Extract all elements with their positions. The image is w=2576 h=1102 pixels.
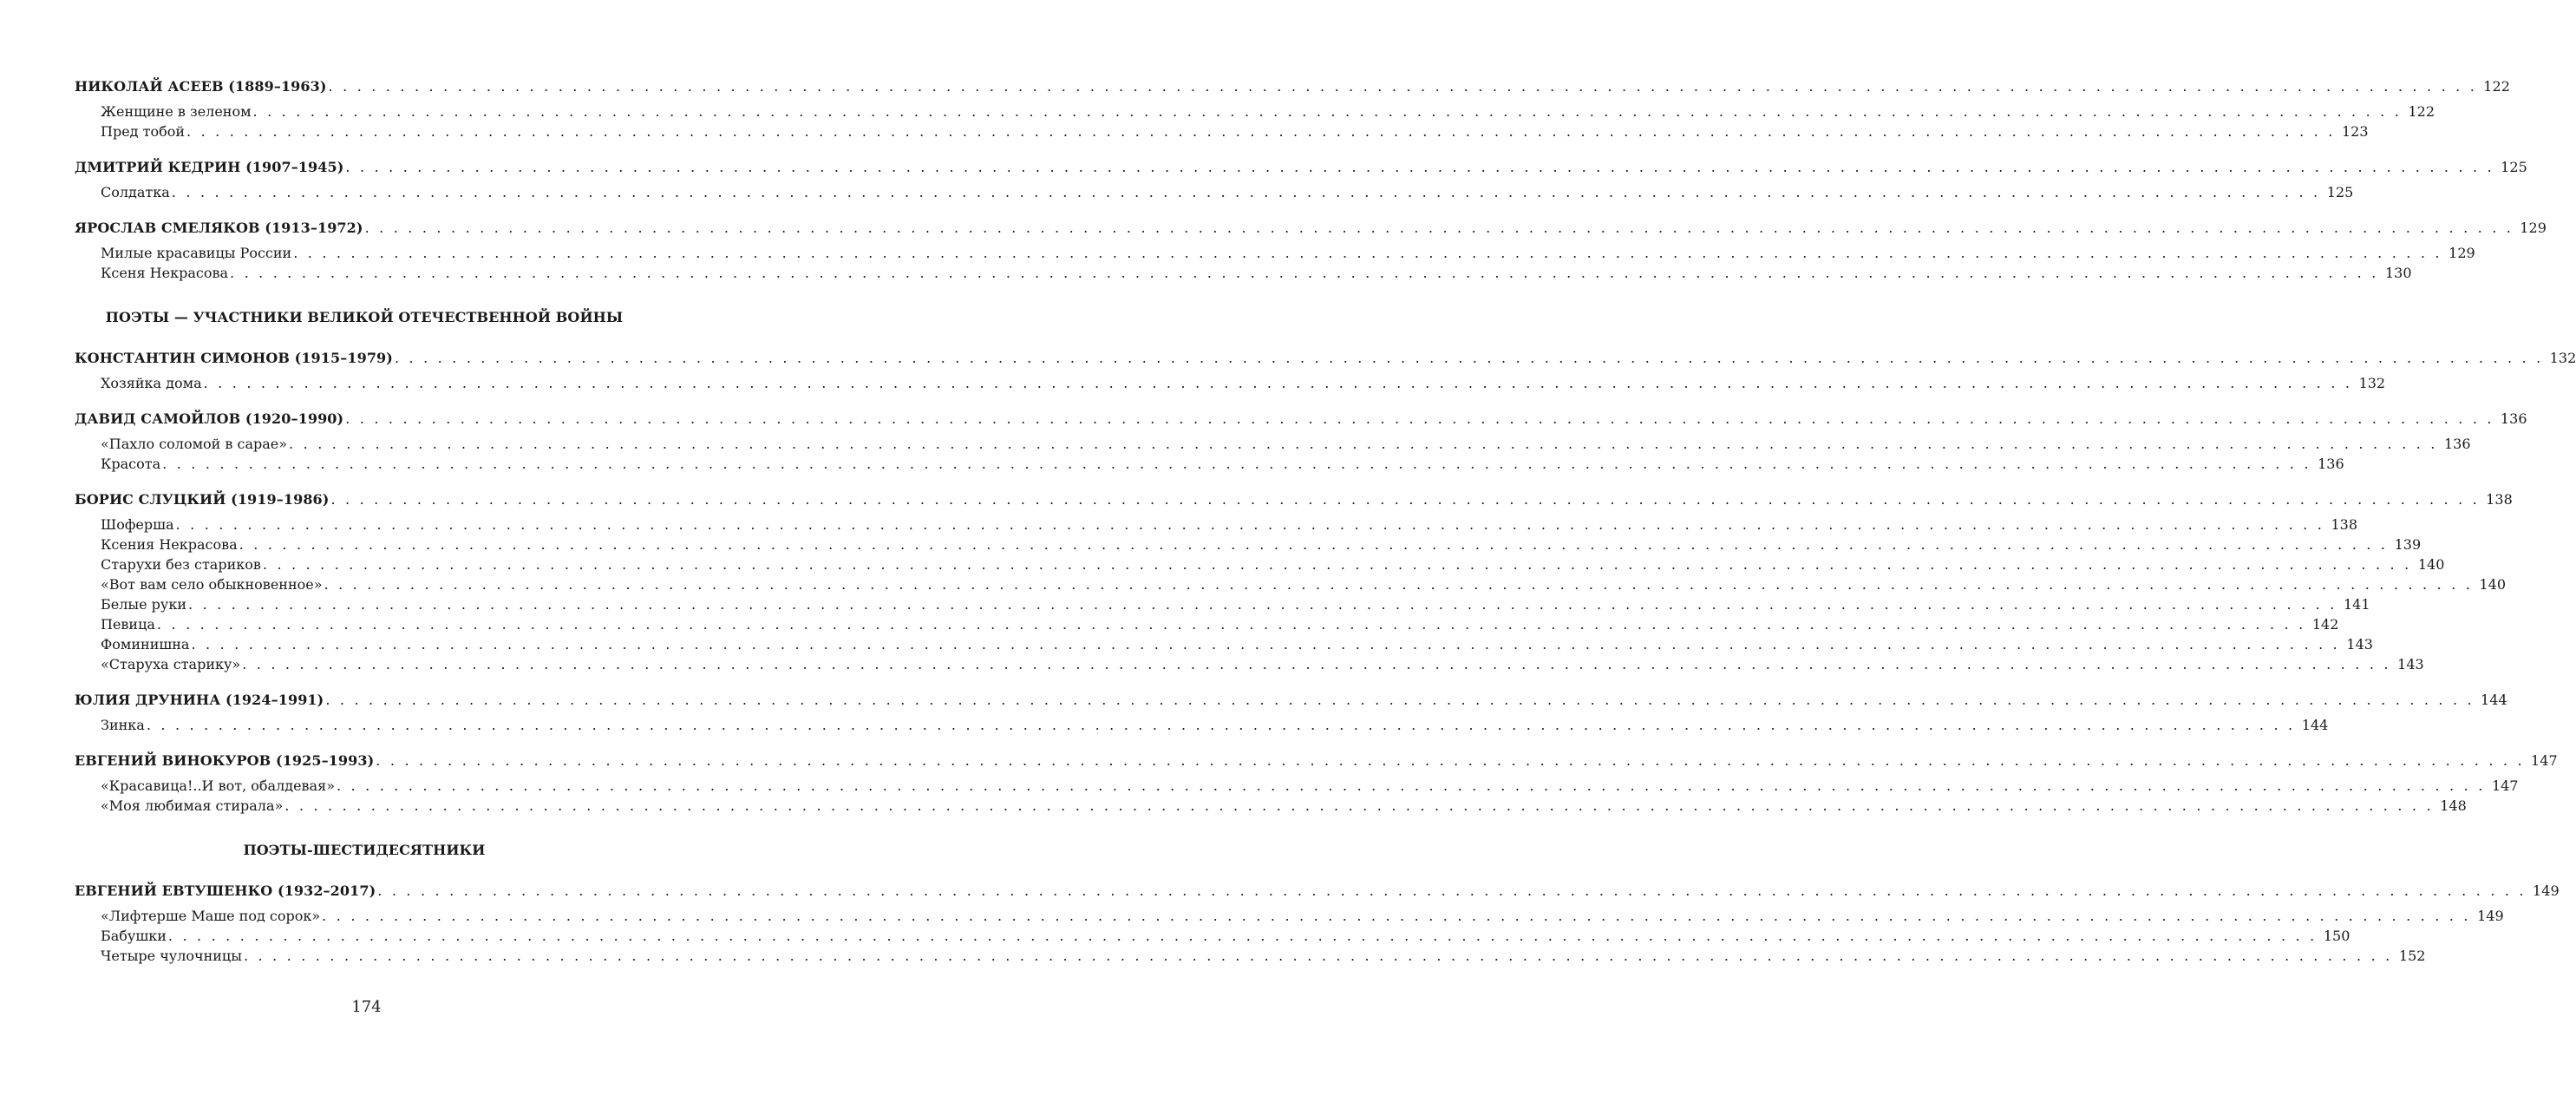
work-entry [75,715,2329,735]
work-entry [75,102,2435,121]
work-title: «Моя любимая стирала» [101,797,284,814]
entry-page-number: 149 [2477,908,2504,924]
work-entry [75,574,2506,594]
leader-dots: . . . . . . . . . . . . . . . . . . . . . . . . . . . . . . . . . . . . . . . . . . . . . . . . . . . . . . . . . . . . . . . . . . . . . . . . . . . . . . . . . . . . . . . . . . . . . . . . . . . . . . . . . . . . . . . . . . . . . . . . . . . . . . . . . . . . . . . . . . . . . . . . . . . . . . [377,882,2527,899]
entry-page-number: 143 [2397,656,2424,672]
entry-page-number: 129 [2520,220,2547,236]
work-title: Певица [101,616,155,633]
entry-page-number: 136 [2500,410,2527,427]
work-entry [75,121,2369,141]
author-entry [75,218,2547,238]
entry-page-number: 142 [2311,616,2339,633]
leader-dots: . . . . . . . . . . . . . . . . . . . . . . . . . . . . . . . . . . . . . . . . . . . . . . . . . . . . . . . . . . . . . . . . . . . . . . . . . . . . . . . . . . . . . . . . . . . . . . . . . . . . . . . . . . . . . . . . . . . . . . . . . . . . . . . . . . . . . . . . . . . . . . . . . . . . . . [243,948,2393,964]
leader-dots: . . . . . . . . . . . . . . . . . . . . . . . . . . . . . . . . . . . . . . . . . . . . . . . . . . . . . . . . . . . . . . . . . . . . . . . . . . . . . . . . . . . . . . . . . . . . . . . . . . . . . . . . . . . . . . . . . . . . . . . . . . . . . . . . . . . . . . . . . . . . . . . . . . . . . . [146,717,2296,733]
leader-dots: . . . . . . . . . . . . . . . . . . . . . . . . . . . . . . . . . . . . . . . . . . . . . . . . . . . . . . . . . . . . . . . . . . . . . . . . . . . . . . . . . . . . . . . . . . . . . . . . . . . . . . . . . . . . . . . . . . . . . . . . . . . . . . . . . . . . . . . . . . . . . . . . . . . . . . [394,350,2544,366]
entry-page-number: 140 [2417,556,2445,573]
entry-page-number: 130 [2384,265,2412,281]
author-name: ЮЛИЯ ДРУНИНА (1924–1991) [75,692,324,708]
work-entry [75,634,2373,654]
entry-page-number: 147 [2491,777,2519,794]
work-entry [75,594,2370,614]
work-entry [75,614,2339,634]
work-title: «Вот вам село обыкновенное» [101,576,323,593]
entry-page-number: 136 [2318,456,2344,472]
work-entry [75,654,2424,674]
work-entry [75,926,2350,946]
leader-dots: . . . . . . . . . . . . . . . . . . . . . . . . . . . . . . . . . . . . . . . . . . . . . . . . . . . . . . . . . . . . . . . . . . . . . . . . . . . . . . . . . . . . . . . . . . . . . . . . . . . . . . . . . . . . . . . . . . . . . . . . . . . . . . . . . . . . . . . . . . . . . . . . . . . . . . [186,123,2336,140]
work-title: Старухи без стариков [101,556,261,573]
work-title: Ксения Некрасова [101,536,238,553]
work-title: «Лифтерше Маше под сорок» [101,908,321,924]
author-entry [75,751,2558,771]
work-title: Женщине в зеленом [101,103,252,120]
entry-page-number: 143 [2346,636,2373,653]
author-entry [75,690,2507,710]
author-name: ЕВГЕНИЙ ЕВТУШЕНКО (1932–2017) [75,882,376,899]
author-entry [75,76,2511,96]
leader-dots: . . . . . . . . . . . . . . . . . . . . . . . . . . . . . . . . . . . . . . . . . . . . . . . . . . . . . . . . . . . . . . . . . . . . . . . . . . . . . . . . . . . . . . . . . . . . . . . . . . . . . . . . . . . . . . . . . . . . . . . . . . . . . . . . . . . . . . . . . . . . . . . . . . . . . . [345,159,2494,175]
work-entry [75,373,2386,393]
entry-page-number: 138 [2331,516,2358,533]
entry-page-number: 144 [2481,692,2507,708]
leader-dots: . . . . . . . . . . . . . . . . . . . . . . . . . . . . . . . . . . . . . . . . . . . . . . . . . . . . . . . . . . . . . . . . . . . . . . . . . . . . . . . . . . . . . . . . . . . . . . . . . . . . . . . . . . . . . . . . . . . . . . . . . . . . . . . . . . . . . . . . . . . . . . . . . . . . . . [376,752,2525,769]
entry-page-number: 136 [2444,436,2471,452]
work-entry [75,906,2504,926]
leader-dots: . . . . . . . . . . . . . . . . . . . . . . . . . . . . . . . . . . . . . . . . . . . . . . . . . . . . . . . . . . . . . . . . . . . . . . . . . . . . . . . . . . . . . . . . . . . . . . . . . . . . . . . . . . . . . . . . . . . . . . . . . . . . . . . . . . . . . . . . . . . . . . . . . . . . . . [162,456,2311,472]
author-name: КОНСТАНТИН СИМОНОВ (1915–1979) [75,350,393,366]
leader-dots: . . . . . . . . . . . . . . . . . . . . . . . . . . . . . . . . . . . . . . . . . . . . . . . . . . . . . . . . . . . . . . . . . . . . . . . . . . . . . . . . . . . . . . . . . . . . . . . . . . . . . . . . . . . . . . . . . . . . . . . . . . . . . . . . . . . . . . . . . . . . . . . . . . . . . . [330,491,2480,508]
leader-dots: . . . . . . . . . . . . . . . . . . . . . . . . . . . . . . . . . . . . . . . . . . . . . . . . . . . . . . . . . . . . . . . . . . . . . . . . . . . . . . . . . . . . . . . . . . . . . . . . . . . . . . . . . . . . . . . . . . . . . . . . . . . . . . . . . . . . . . . . . . . . . . . . . . . . . . [175,516,2325,533]
work-entry [75,535,2422,554]
work-title: Милые красавицы России [101,245,292,261]
leader-dots: . . . . . . . . . . . . . . . . . . . . . . . . . . . . . . . . . . . . . . . . . . . . . . . . . . . . . . . . . . . . . . . . . . . . . . . . . . . . . . . . . . . . . . . . . . . . . . . . . . . . . . . . . . . . . . . . . . . . . . . . . . . . . . . . . . . . . . . . . . . . . . . . . . . . . . [336,777,2486,794]
section-heading: ПОЭТЫ-ШЕСТИДЕСЯТНИКИ [243,842,486,858]
leader-dots: . . . . . . . . . . . . . . . . . . . . . . . . . . . . . . . . . . . . . . . . . . . . . . . . . . . . . . . . . . . . . . . . . . . . . . . . . . . . . . . . . . . . . . . . . . . . . . . . . . . . . . . . . . . . . . . . . . . . . . . . . . . . . . . . . . . . . . . . . . . . . . . . . . . . . . [252,103,2403,120]
entry-page-number: 129 [2449,245,2475,261]
author-name: НИКОЛАЙ АСЕЕВ (1889–1963) [75,78,327,95]
work-entry [75,515,2358,535]
leader-dots: . . . . . . . . . . . . . . . . . . . . . . . . . . . . . . . . . . . . . . . . . . . . . . . . . . . . . . . . . . . . . . . . . . . . . . . . . . . . . . . . . . . . . . . . . . . . . . . . . . . . . . . . . . . . . . . . . . . . . . . . . . . . . . . . . . . . . . . . . . . . . . . . . . . . . . [242,656,2391,672]
section-heading: ПОЭТЫ — УЧАСТНИКИ ВЕЛИКОЙ ОТЕЧЕСТВЕННОЙ ВОЙНЫ [105,309,624,325]
work-title: Зинка [101,717,145,733]
work-title: Шоферша [101,516,174,533]
author-name: ЕВГЕНИЙ ВИНОКУРОВ (1925–1993) [75,752,375,769]
author-name: БОРИС СЛУЦКИЙ (1919–1986) [75,491,330,508]
leader-dots: . . . . . . . . . . . . . . . . . . . . . . . . . . . . . . . . . . . . . . . . . . . . . . . . . . . . . . . . . . . . . . . . . . . . . . . . . . . . . . . . . . . . . . . . . . . . . . . . . . . . . . . . . . . . . . . . . . . . . . . . . . . . . . . . . . . . . . . . . . . . . . . . . . . . . . [167,928,2318,944]
work-title: Четыре чулочницы [101,948,242,964]
work-entry [75,263,2412,283]
leader-dots: . . . . . . . . . . . . . . . . . . . . . . . . . . . . . . . . . . . . . . . . . . . . . . . . . . . . . . . . . . . . . . . . . . . . . . . . . . . . . . . . . . . . . . . . . . . . . . . . . . . . . . . . . . . . . . . . . . . . . . . . . . . . . . . . . . . . . . . . . . . . . . . . . . . . . . [262,556,2412,573]
work-title: Хозяйка дома [101,375,202,391]
work-entry [75,796,2467,816]
author-name: ДМИТРИЙ КЕДРИН (1907–1945) [75,159,344,175]
entry-page-number: 150 [2323,928,2350,944]
author-entry [75,881,2560,901]
leader-dots: . . . . . . . . . . . . . . . . . . . . . . . . . . . . . . . . . . . . . . . . . . . . . . . . . . . . . . . . . . . . . . . . . . . . . . . . . . . . . . . . . . . . . . . . . . . . . . . . . . . . . . . . . . . . . . . . . . . . . . . . . . . . . . . . . . . . . . . . . . . . . . . . . . . . . . [345,410,2494,427]
entry-page-number: 138 [2486,491,2513,508]
work-title: Ксеня Некрасова [101,265,228,281]
author-entry [75,409,2527,429]
leader-dots: . . . . . . . . . . . . . . . . . . . . . . . . . . . . . . . . . . . . . . . . . . . . . . . . . . . . . . . . . . . . . . . . . . . . . . . . . . . . . . . . . . . . . . . . . . . . . . . . . . . . . . . . . . . . . . . . . . . . . . . . . . . . . . . . . . . . . . . . . . . . . . . . . . . . . . [328,78,2478,95]
work-title: Бабушки [101,928,167,944]
author-entry [75,489,2513,509]
author-entry [75,348,2576,368]
entry-page-number: 132 [2549,350,2576,366]
entry-page-number: 125 [2501,159,2527,175]
entry-page-number: 122 [2483,78,2511,95]
leader-dots: . . . . . . . . . . . . . . . . . . . . . . . . . . . . . . . . . . . . . . . . . . . . . . . . . . . . . . . . . . . . . . . . . . . . . . . . . . . . . . . . . . . . . . . . . . . . . . . . . . . . . . . . . . . . . . . . . . . . . . . . . . . . . . . . . . . . . . . . . . . . . . . . . . . . . . [191,636,2340,653]
work-title: «Пахло соломой в сарае» [101,436,288,452]
work-entry [75,434,2471,454]
author-entry [75,157,2527,177]
entry-page-number: 148 [2440,797,2467,814]
leader-dots: . . . . . . . . . . . . . . . . . . . . . . . . . . . . . . . . . . . . . . . . . . . . . . . . . . . . . . . . . . . . . . . . . . . . . . . . . . . . . . . . . . . . . . . . . . . . . . . . . . . . . . . . . . . . . . . . . . . . . . . . . . . . . . . . . . . . . . . . . . . . . . . . . . . . . . [230,265,2379,281]
work-title: «Старуха старику» [101,656,241,672]
author-name: ЯРОСЛАВ СМЕЛЯКОВ (1913–1972) [75,220,363,236]
leader-dots: . . . . . . . . . . . . . . . . . . . . . . . . . . . . . . . . . . . . . . . . . . . . . . . . . . . . . . . . . . . . . . . . . . . . . . . . . . . . . . . . . . . . . . . . . . . . . . . . . . . . . . . . . . . . . . . . . . . . . . . . . . . . . . . . . . . . . . . . . . . . . . . . . . . . . . [289,436,2438,452]
work-title: «Красавица!..И вот, обалдевая» [101,777,335,794]
work-entry [75,454,2344,474]
leader-dots: . . . . . . . . . . . . . . . . . . . . . . . . . . . . . . . . . . . . . . . . . . . . . . . . . . . . . . . . . . . . . . . . . . . . . . . . . . . . . . . . . . . . . . . . . . . . . . . . . . . . . . . . . . . . . . . . . . . . . . . . . . . . . . . . . . . . . . . . . . . . . . . . . . . . . . [239,536,2389,553]
work-entry [75,554,2445,574]
entry-page-number: 123 [2341,123,2369,140]
author-name: ДАВИД САМОЙЛОВ (1920–1990) [75,410,344,427]
table-of-contents [75,76,2576,966]
leader-dots: . . . . . . . . . . . . . . . . . . . . . . . . . . . . . . . . . . . . . . . . . . . . . . . . . . . . . . . . . . . . . . . . . . . . . . . . . . . . . . . . . . . . . . . . . . . . . . . . . . . . . . . . . . . . . . . . . . . . . . . . . . . . . . . . . . . . . . . . . . . . . . . . . . . . . . [203,375,2353,391]
work-entry [75,946,2426,966]
leader-dots: . . . . . . . . . . . . . . . . . . . . . . . . . . . . . . . . . . . . . . . . . . . . . . . . . . . . . . . . . . . . . . . . . . . . . . . . . . . . . . . . . . . . . . . . . . . . . . . . . . . . . . . . . . . . . . . . . . . . . . . . . . . . . . . . . . . . . . . . . . . . . . . . . . . . . . [293,245,2442,261]
leader-dots: . . . . . . . . . . . . . . . . . . . . . . . . . . . . . . . . . . . . . . . . . . . . . . . . . . . . . . . . . . . . . . . . . . . . . . . . . . . . . . . . . . . . . . . . . . . . . . . . . . . . . . . . . . . . . . . . . . . . . . . . . . . . . . . . . . . . . . . . . . . . . . . . . . . . . . [364,220,2514,236]
work-entry [75,243,2475,263]
entry-page-number: 152 [2398,948,2426,964]
page-number: 174 [351,998,382,1016]
work-entry [75,182,2354,202]
entry-page-number: 140 [2479,576,2506,593]
leader-dots: . . . . . . . . . . . . . . . . . . . . . . . . . . . . . . . . . . . . . . . . . . . . . . . . . . . . . . . . . . . . . . . . . . . . . . . . . . . . . . . . . . . . . . . . . . . . . . . . . . . . . . . . . . . . . . . . . . . . . . . . . . . . . . . . . . . . . . . . . . . . . . . . . . . . . . [324,576,2473,593]
entry-page-number: 125 [2326,184,2354,200]
entry-page-number: 149 [2532,882,2560,899]
entry-page-number: 122 [2408,103,2435,120]
entry-page-number: 141 [2343,596,2370,613]
leader-dots: . . . . . . . . . . . . . . . . . . . . . . . . . . . . . . . . . . . . . . . . . . . . . . . . . . . . . . . . . . . . . . . . . . . . . . . . . . . . . . . . . . . . . . . . . . . . . . . . . . . . . . . . . . . . . . . . . . . . . . . . . . . . . . . . . . . . . . . . . . . . . . . . . . . . . . [284,797,2434,814]
leader-dots: . . . . . . . . . . . . . . . . . . . . . . . . . . . . . . . . . . . . . . . . . . . . . . . . . . . . . . . . . . . . . . . . . . . . . . . . . . . . . . . . . . . . . . . . . . . . . . . . . . . . . . . . . . . . . . . . . . . . . . . . . . . . . . . . . . . . . . . . . . . . . . . . . . . . . . [171,184,2321,200]
work-title: Солдатка [101,184,170,200]
entry-page-number: 147 [2530,752,2558,769]
leader-dots: . . . . . . . . . . . . . . . . . . . . . . . . . . . . . . . . . . . . . . . . . . . . . . . . . . . . . . . . . . . . . . . . . . . . . . . . . . . . . . . . . . . . . . . . . . . . . . . . . . . . . . . . . . . . . . . . . . . . . . . . . . . . . . . . . . . . . . . . . . . . . . . . . . . . . . [156,616,2306,633]
work-title: Красота [101,456,161,472]
leader-dots: . . . . . . . . . . . . . . . . . . . . . . . . . . . . . . . . . . . . . . . . . . . . . . . . . . . . . . . . . . . . . . . . . . . . . . . . . . . . . . . . . . . . . . . . . . . . . . . . . . . . . . . . . . . . . . . . . . . . . . . . . . . . . . . . . . . . . . . . . . . . . . . . . . . . . . [322,908,2471,924]
work-title: Белые руки [101,596,186,613]
entry-page-number: 139 [2394,536,2422,553]
leader-dots: . . . . . . . . . . . . . . . . . . . . . . . . . . . . . . . . . . . . . . . . . . . . . . . . . . . . . . . . . . . . . . . . . . . . . . . . . . . . . . . . . . . . . . . . . . . . . . . . . . . . . . . . . . . . . . . . . . . . . . . . . . . . . . . . . . . . . . . . . . . . . . . . . . . . . . [188,596,2337,613]
leader-dots: . . . . . . . . . . . . . . . . . . . . . . . . . . . . . . . . . . . . . . . . . . . . . . . . . . . . . . . . . . . . . . . . . . . . . . . . . . . . . . . . . . . . . . . . . . . . . . . . . . . . . . . . . . . . . . . . . . . . . . . . . . . . . . . . . . . . . . . . . . . . . . . . . . . . . . [325,692,2475,708]
work-title: Пред тобой [101,123,186,140]
work-title: Фоминишна [101,636,190,653]
entry-page-number: 144 [2301,717,2329,733]
work-entry [75,776,2519,796]
entry-page-number: 132 [2358,375,2386,391]
